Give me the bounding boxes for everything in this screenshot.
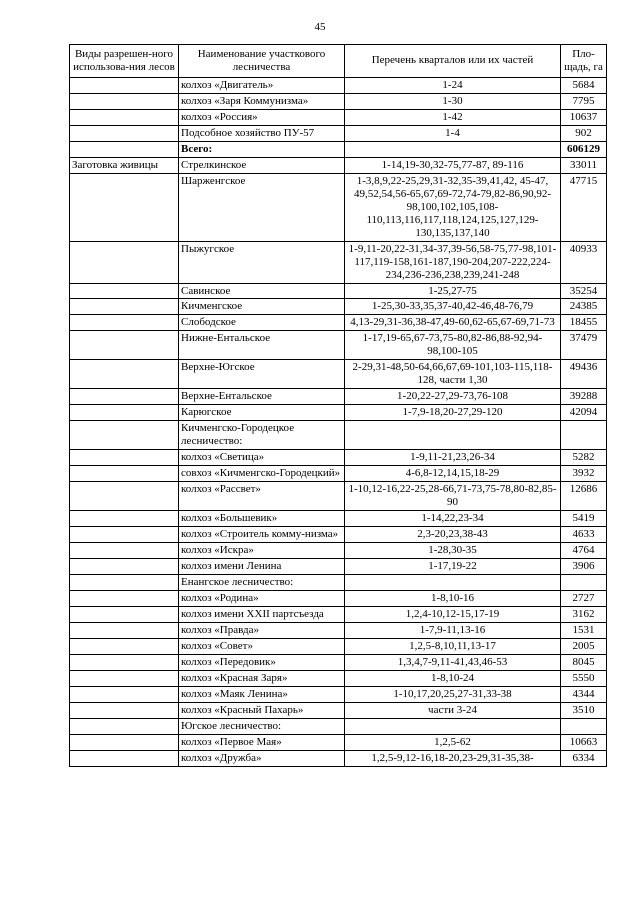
cell-use-type	[70, 750, 179, 766]
cell-forestry-name: Всего:	[179, 141, 345, 157]
cell-area: 2727	[561, 590, 607, 606]
cell-forestry-name: Пыжугское	[179, 241, 345, 283]
table-row	[70, 93, 607, 109]
cell-quarters	[345, 718, 561, 734]
cell-quarters: 2-29,31-48,50-64,66,67,69-101,103-115,118-128, части 1,30	[345, 360, 561, 389]
cell-use-type	[70, 622, 179, 638]
cell-use-type	[70, 734, 179, 750]
cell-forestry-name: колхоз «Маяк Ленина»	[179, 686, 345, 702]
cell-quarters: 1-30	[345, 93, 561, 109]
cell-quarters: 1-8,10-24	[345, 670, 561, 686]
table-row	[70, 405, 607, 421]
cell-use-type	[70, 141, 179, 157]
table-row	[70, 511, 607, 527]
table-row	[70, 638, 607, 654]
table-row	[70, 542, 607, 558]
cell-forestry-name: колхоз «Двигатель»	[179, 77, 345, 93]
table-body	[70, 77, 607, 766]
cell-quarters: 1-10,17,20,25,27-31,33-38	[345, 686, 561, 702]
cell-area: 4344	[561, 686, 607, 702]
cell-quarters: 1,2,5-9,12-16,18-20,23-29,31-35,38-	[345, 750, 561, 766]
table-row	[70, 283, 607, 299]
cell-quarters: 1-14,19-30,32-75,77-87, 89-116	[345, 157, 561, 173]
cell-use-type	[70, 718, 179, 734]
cell-use-type	[70, 283, 179, 299]
header-forestry-name: Наименование участкового лесничества	[179, 45, 345, 78]
cell-area: 35254	[561, 283, 607, 299]
cell-area: 12686	[561, 482, 607, 511]
cell-use-type	[70, 331, 179, 360]
cell-area: 3932	[561, 466, 607, 482]
table-row	[70, 527, 607, 543]
cell-forestry-name: Верхне-Югское	[179, 360, 345, 389]
table-row	[70, 241, 607, 283]
table-row	[70, 421, 607, 450]
cell-use-type	[70, 450, 179, 466]
table-row	[70, 686, 607, 702]
cell-use-type	[70, 315, 179, 331]
cell-area	[561, 421, 607, 450]
cell-quarters: 1-10,12-16,22-25,28-66,71-73,75-78,80-82,85-90	[345, 482, 561, 511]
table-row	[70, 141, 607, 157]
cell-quarters	[345, 574, 561, 590]
table-row	[70, 389, 607, 405]
cell-quarters: 1-14,22,23-34	[345, 511, 561, 527]
cell-area	[561, 718, 607, 734]
cell-quarters: 1-17,19-22	[345, 558, 561, 574]
table-row	[70, 77, 607, 93]
cell-forestry-name: колхоз «Светица»	[179, 450, 345, 466]
cell-area: 24385	[561, 299, 607, 315]
cell-use-type	[70, 299, 179, 315]
cell-forestry-name: Югское лесничество:	[179, 718, 345, 734]
cell-area: 7795	[561, 93, 607, 109]
cell-use-type	[70, 511, 179, 527]
cell-forestry-name: колхоз «Рассвет»	[179, 482, 345, 511]
header-quarters: Перечень кварталов или их частей	[345, 45, 561, 78]
cell-quarters: 1-3,8,9,22-25,29,31-32,35-39,41,42, 45-47, 49,52,54,56-65,67,69-72,74-79,82-86,90,92-98,100,102,105,108-110,113,116,117,118,124,125,127,129-130,135,137,140	[345, 173, 561, 241]
cell-forestry-name: колхоз «Первое Мая»	[179, 734, 345, 750]
cell-forestry-name: Стрелкинское	[179, 157, 345, 173]
cell-forestry-name: Верхне-Ентальское	[179, 389, 345, 405]
cell-area: 3906	[561, 558, 607, 574]
forest-use-table	[69, 44, 607, 767]
cell-quarters: 1,2,5-62	[345, 734, 561, 750]
table-row	[70, 750, 607, 766]
cell-area: 4764	[561, 542, 607, 558]
cell-area: 4633	[561, 527, 607, 543]
table-row	[70, 622, 607, 638]
table-row	[70, 702, 607, 718]
cell-forestry-name: колхоз «Дружба»	[179, 750, 345, 766]
table-row	[70, 718, 607, 734]
cell-area: 40933	[561, 241, 607, 283]
cell-forestry-name: колхоз «Передовик»	[179, 654, 345, 670]
table-row	[70, 450, 607, 466]
cell-area: 37479	[561, 331, 607, 360]
cell-area: 3510	[561, 702, 607, 718]
cell-forestry-name: колхоз «Россия»	[179, 109, 345, 125]
table-row	[70, 654, 607, 670]
table-row	[70, 173, 607, 241]
cell-use-type	[70, 482, 179, 511]
cell-forestry-name: Карюгское	[179, 405, 345, 421]
cell-use-type	[70, 527, 179, 543]
cell-use-type	[70, 702, 179, 718]
cell-area: 5550	[561, 670, 607, 686]
cell-quarters: 1-42	[345, 109, 561, 125]
cell-quarters: 2,3-20,23,38-43	[345, 527, 561, 543]
cell-quarters	[345, 421, 561, 450]
cell-forestry-name: колхоз «Правда»	[179, 622, 345, 638]
cell-quarters: 1-28,30-35	[345, 542, 561, 558]
cell-quarters: 1,2,5-8,10,11,13-17	[345, 638, 561, 654]
cell-forestry-name: колхоз «Большевик»	[179, 511, 345, 527]
cell-forestry-name: колхоз «Родина»	[179, 590, 345, 606]
cell-area	[561, 574, 607, 590]
table-row	[70, 360, 607, 389]
cell-area: 5282	[561, 450, 607, 466]
cell-use-type	[70, 542, 179, 558]
cell-area: 8045	[561, 654, 607, 670]
cell-quarters: 1-4	[345, 125, 561, 141]
cell-forestry-name: колхоз «Совет»	[179, 638, 345, 654]
cell-forestry-name: колхоз «Красный Пахарь»	[179, 702, 345, 718]
cell-use-type	[70, 77, 179, 93]
cell-quarters: части 3-24	[345, 702, 561, 718]
table-row	[70, 574, 607, 590]
cell-area: 3162	[561, 606, 607, 622]
cell-area: 1531	[561, 622, 607, 638]
cell-area: 10637	[561, 109, 607, 125]
cell-use-type	[70, 574, 179, 590]
table-row	[70, 590, 607, 606]
cell-use-type	[70, 670, 179, 686]
cell-area: 10663	[561, 734, 607, 750]
cell-forestry-name: Савинское	[179, 283, 345, 299]
table-row	[70, 331, 607, 360]
cell-quarters: 1-7,9-18,20-27,29-120	[345, 405, 561, 421]
cell-forestry-name: колхоз имени Ленина	[179, 558, 345, 574]
cell-use-type	[70, 654, 179, 670]
cell-area: 6334	[561, 750, 607, 766]
cell-use-type	[70, 125, 179, 141]
cell-use-type	[70, 590, 179, 606]
cell-area: 18455	[561, 315, 607, 331]
cell-quarters	[345, 141, 561, 157]
cell-forestry-name: колхоз «Красная Заря»	[179, 670, 345, 686]
table-row	[70, 670, 607, 686]
cell-forestry-name: Слободское	[179, 315, 345, 331]
cell-use-type	[70, 421, 179, 450]
cell-use-type	[70, 606, 179, 622]
cell-quarters: 1-9,11-21,23,26-34	[345, 450, 561, 466]
cell-quarters: 1-25,30-33,35,37-40,42-46,48-76,79	[345, 299, 561, 315]
table-row	[70, 315, 607, 331]
cell-use-type	[70, 466, 179, 482]
cell-forestry-name: Подсобное хозяйство ПУ-57	[179, 125, 345, 141]
cell-area: 2005	[561, 638, 607, 654]
cell-forestry-name: Енангское лесничество:	[179, 574, 345, 590]
cell-use-type	[70, 241, 179, 283]
cell-area: 902	[561, 125, 607, 141]
table-row	[70, 558, 607, 574]
cell-use-type	[70, 109, 179, 125]
table-row	[70, 125, 607, 141]
cell-forestry-name: Кичменгское	[179, 299, 345, 315]
table-row	[70, 606, 607, 622]
header-use-type: Виды разрешен-ного использова-ния лесов	[70, 45, 179, 78]
cell-forestry-name: Кичменгско-Городецкое лесничество:	[179, 421, 345, 450]
cell-use-type	[70, 389, 179, 405]
table-row	[70, 157, 607, 173]
cell-forestry-name: совхоз «Кичменгско-Городецкий»	[179, 466, 345, 482]
cell-quarters: 1-17,19-65,67-73,75-80,82-86,88-92,94-98,100-105	[345, 331, 561, 360]
table-row	[70, 299, 607, 315]
cell-forestry-name: колхоз «Заря Коммунизма»	[179, 93, 345, 109]
cell-quarters: 1,2,4-10,12-15,17-19	[345, 606, 561, 622]
cell-quarters: 1,3,4,7-9,11-41,43,46-53	[345, 654, 561, 670]
table-row	[70, 734, 607, 750]
cell-use-type	[70, 638, 179, 654]
cell-quarters: 4-6,8-12,14,15,18-29	[345, 466, 561, 482]
cell-quarters: 1-20,22-27,29-73,76-108	[345, 389, 561, 405]
cell-quarters: 1-24	[345, 77, 561, 93]
cell-area: 5419	[561, 511, 607, 527]
cell-use-type	[70, 360, 179, 389]
cell-area: 33011	[561, 157, 607, 173]
cell-area: 47715	[561, 173, 607, 241]
page-number: 45	[314, 21, 326, 33]
table-header-row	[70, 45, 607, 78]
cell-use-type	[70, 93, 179, 109]
cell-area: 49436	[561, 360, 607, 389]
cell-forestry-name: колхоз «Искра»	[179, 542, 345, 558]
cell-forestry-name: колхоз «Строитель комму-низма»	[179, 527, 345, 543]
cell-area: 606129	[561, 141, 607, 157]
cell-use-type	[70, 558, 179, 574]
cell-use-type	[70, 686, 179, 702]
cell-area: 5684	[561, 77, 607, 93]
cell-quarters: 1-9,11-20,22-31,34-37,39-56,58-75,77-98,101-117,119-158,161-187,190-204,207-222,224-234,236-236,238,239,241-248	[345, 241, 561, 283]
header-area: Пло-щадь, га	[561, 45, 607, 78]
cell-quarters: 1-8,10-16	[345, 590, 561, 606]
table-row	[70, 482, 607, 511]
cell-area: 42094	[561, 405, 607, 421]
cell-use-type	[70, 173, 179, 241]
cell-use-type: Заготовка живицы	[70, 157, 179, 173]
cell-forestry-name: колхоз имени XXII партсъезда	[179, 606, 345, 622]
table-row	[70, 109, 607, 125]
cell-quarters: 1-7,9-11,13-16	[345, 622, 561, 638]
cell-forestry-name: Нижне-Ентальское	[179, 331, 345, 360]
cell-area: 39288	[561, 389, 607, 405]
cell-quarters: 4,13-29,31-36,38-47,49-60,62-65,67-69,71-73	[345, 315, 561, 331]
cell-forestry-name: Шарженгское	[179, 173, 345, 241]
table-row	[70, 466, 607, 482]
cell-quarters: 1-25,27-75	[345, 283, 561, 299]
cell-use-type	[70, 405, 179, 421]
